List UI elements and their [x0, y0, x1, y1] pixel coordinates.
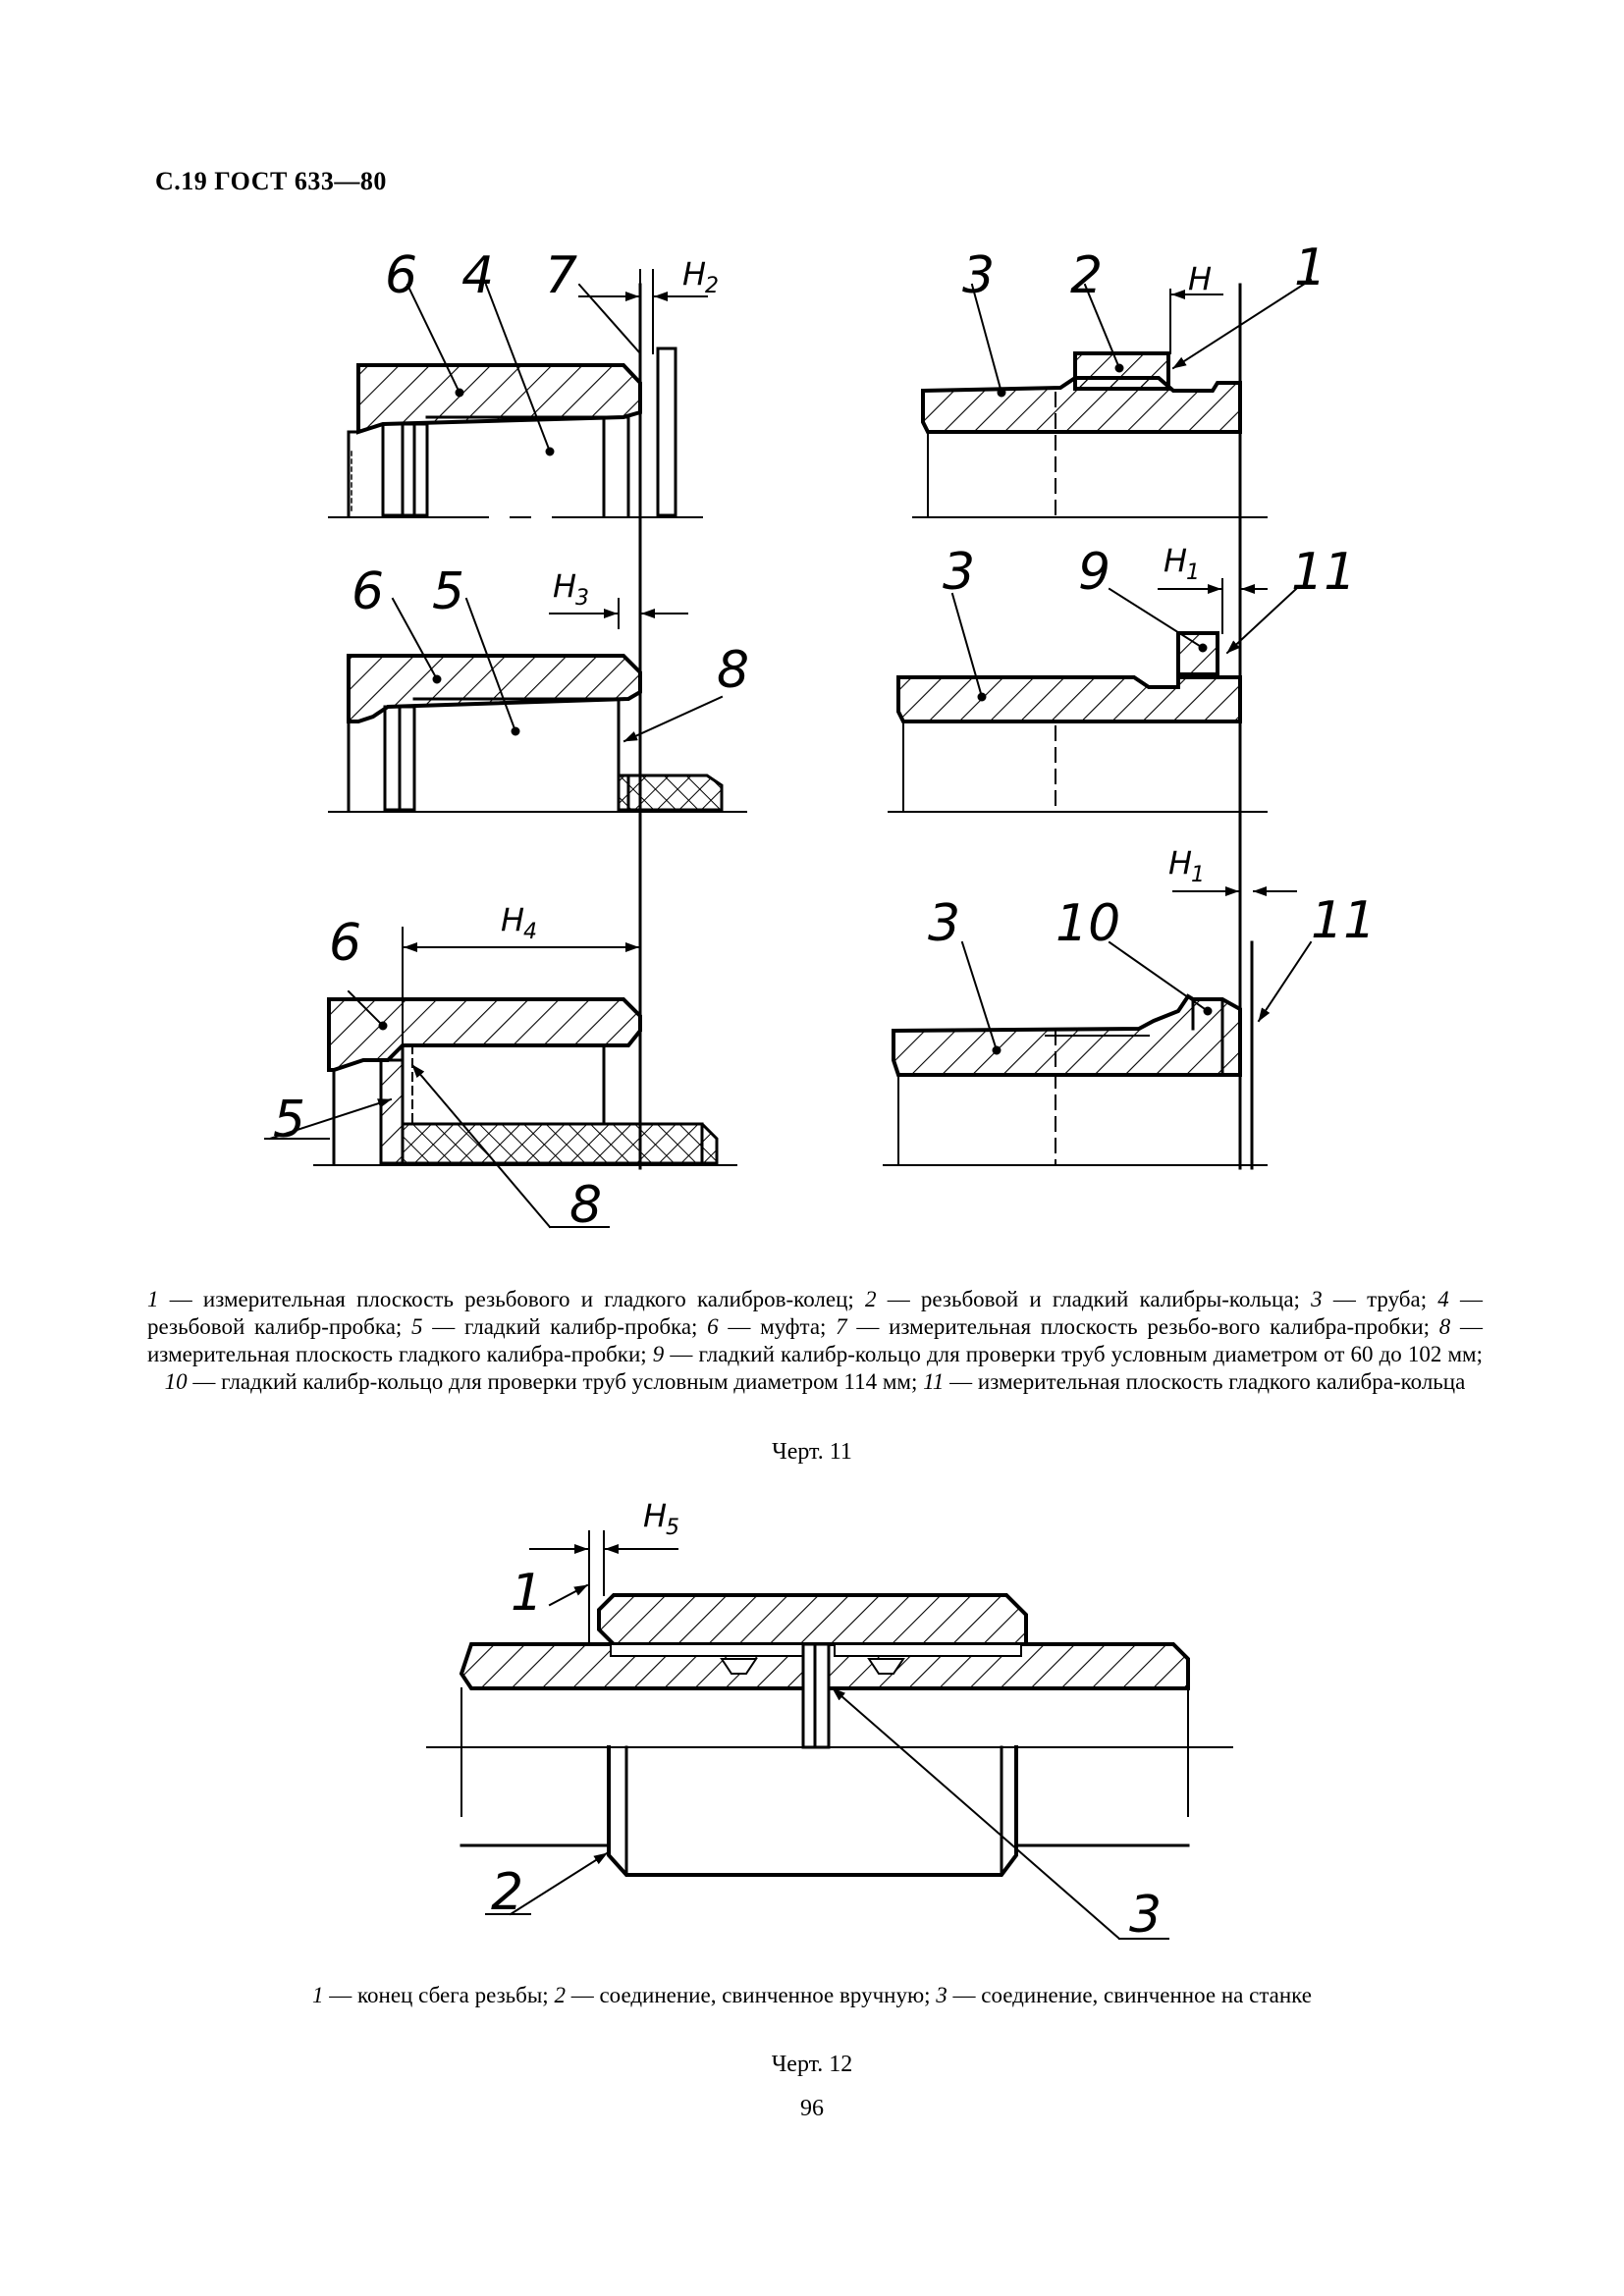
figure-11-title: Черт. 11: [772, 1439, 852, 1465]
legend11-num-3: 3: [1311, 1287, 1323, 1311]
legend11-text-7: — измерительная плоскость резьбо-вого калибра-пробки;: [846, 1314, 1439, 1339]
legend11-text-5: — гладкий калибр-пробка;: [422, 1314, 708, 1339]
legend11-num-10: 10: [164, 1369, 188, 1394]
label-4: 4: [461, 246, 495, 305]
legend11-num-9: 9: [652, 1342, 665, 1366]
label-h5-sub: 5: [666, 1516, 679, 1540]
legend11-num-11: 11: [923, 1369, 945, 1394]
label-h4: H: [501, 901, 525, 938]
legend11-text-6: — муфта;: [718, 1314, 837, 1339]
page-header: С.19 ГОСТ 633—80: [155, 167, 387, 195]
legend11-text-2: — резьбовой и гладкий калибры-кольца;: [876, 1287, 1312, 1311]
figure-12-drawing: [427, 1531, 1232, 1939]
label-h1-bottom-sub: 1: [1191, 863, 1205, 887]
legend12-num-2: 2: [554, 1983, 566, 2007]
label-7: 7: [545, 246, 578, 305]
legend12-text-3: — соединение, свинченное на станке: [947, 1983, 1312, 2007]
label-5-mid: 5: [432, 562, 465, 621]
label-8-mid: 8: [717, 641, 750, 700]
legend11-text-8: — измерительная плоскость гладкого калибра-пробки;: [147, 1314, 1483, 1366]
label-h: H: [1188, 260, 1213, 297]
label-h1-mid: H: [1164, 542, 1188, 579]
label-h2: H: [682, 255, 707, 293]
label-3-bottom: 3: [928, 894, 961, 953]
label-1-plane: 1: [1294, 239, 1327, 297]
label-8-bottom: 8: [569, 1176, 603, 1235]
label-11-bottom: 11: [1311, 891, 1377, 950]
legend12-text-2: — соединение, свинченное вручную;: [565, 1983, 937, 2007]
legend11-num-5: 5: [411, 1314, 423, 1339]
panel-smooth-plug: [329, 599, 746, 812]
label-1-runout: 1: [511, 1564, 544, 1623]
label-h3: H: [553, 567, 577, 605]
label-h5: H: [643, 1497, 668, 1534]
label-h4-sub: 4: [523, 920, 537, 944]
label-11-mid: 11: [1291, 543, 1357, 602]
legend11-num-4: 4: [1437, 1287, 1449, 1311]
label-3-top: 3: [962, 246, 996, 305]
figure-12-title: Черт. 12: [771, 2052, 853, 2077]
label-h2-sub: 2: [705, 274, 719, 298]
legend11-num-2: 2: [864, 1287, 877, 1311]
label-6-mid: 6: [352, 562, 385, 621]
label-2-ring: 2: [1070, 246, 1104, 305]
label-2-hand: 2: [491, 1863, 524, 1922]
legend11-num-7: 7: [836, 1314, 847, 1339]
panel-thread-ring: [913, 280, 1311, 517]
legend11-num-8: 8: [1438, 1314, 1451, 1339]
panel-thread-plug: [329, 270, 707, 517]
legend11-num-1: 1: [147, 1287, 159, 1311]
legend12-num-3: 3: [936, 1983, 947, 2007]
legend11-num-6: 6: [707, 1314, 719, 1339]
page-number: 96: [800, 2096, 824, 2121]
label-10: 10: [1056, 894, 1121, 953]
figure-12-legend: [0, 1983, 1624, 2008]
label-h3-sub: 3: [575, 586, 589, 611]
legend11-text-3: — труба;: [1322, 1287, 1438, 1311]
label-6-bottom: 6: [329, 914, 362, 973]
panel-smooth-ring-9: [889, 579, 1296, 812]
legend11-text-1: — измерительная плоскость резьбового и гладкого калибров-колец;: [158, 1287, 865, 1311]
legend11-text-4: — резьбовой калибр-пробка;: [147, 1287, 1483, 1339]
legend11-text-9: — гладкий калибр-кольцо для проверки труб условным диаметром от 60 до 102 мм;: [664, 1342, 1483, 1366]
label-6-top: 6: [385, 246, 418, 305]
label-h1-bottom: H: [1168, 844, 1193, 881]
legend11-text-11: — измерительная плоскость гладкого калибра-кольца: [944, 1369, 1466, 1394]
legend11-text-10: — гладкий калибр-кольцо для проверки труб условным диаметром 114 мм;: [187, 1369, 924, 1394]
legend12-text-1: — конец сбега резьбы;: [323, 1983, 555, 2007]
figure-11-legend: [147, 1286, 1483, 1396]
legend12-num-1: 1: [312, 1983, 324, 2007]
label-5-bottom: 5: [273, 1091, 306, 1149]
label-9: 9: [1078, 543, 1111, 602]
label-h1-mid-sub: 1: [1186, 561, 1200, 585]
label-3-mid: 3: [943, 543, 976, 602]
label-3-machine: 3: [1129, 1886, 1163, 1945]
